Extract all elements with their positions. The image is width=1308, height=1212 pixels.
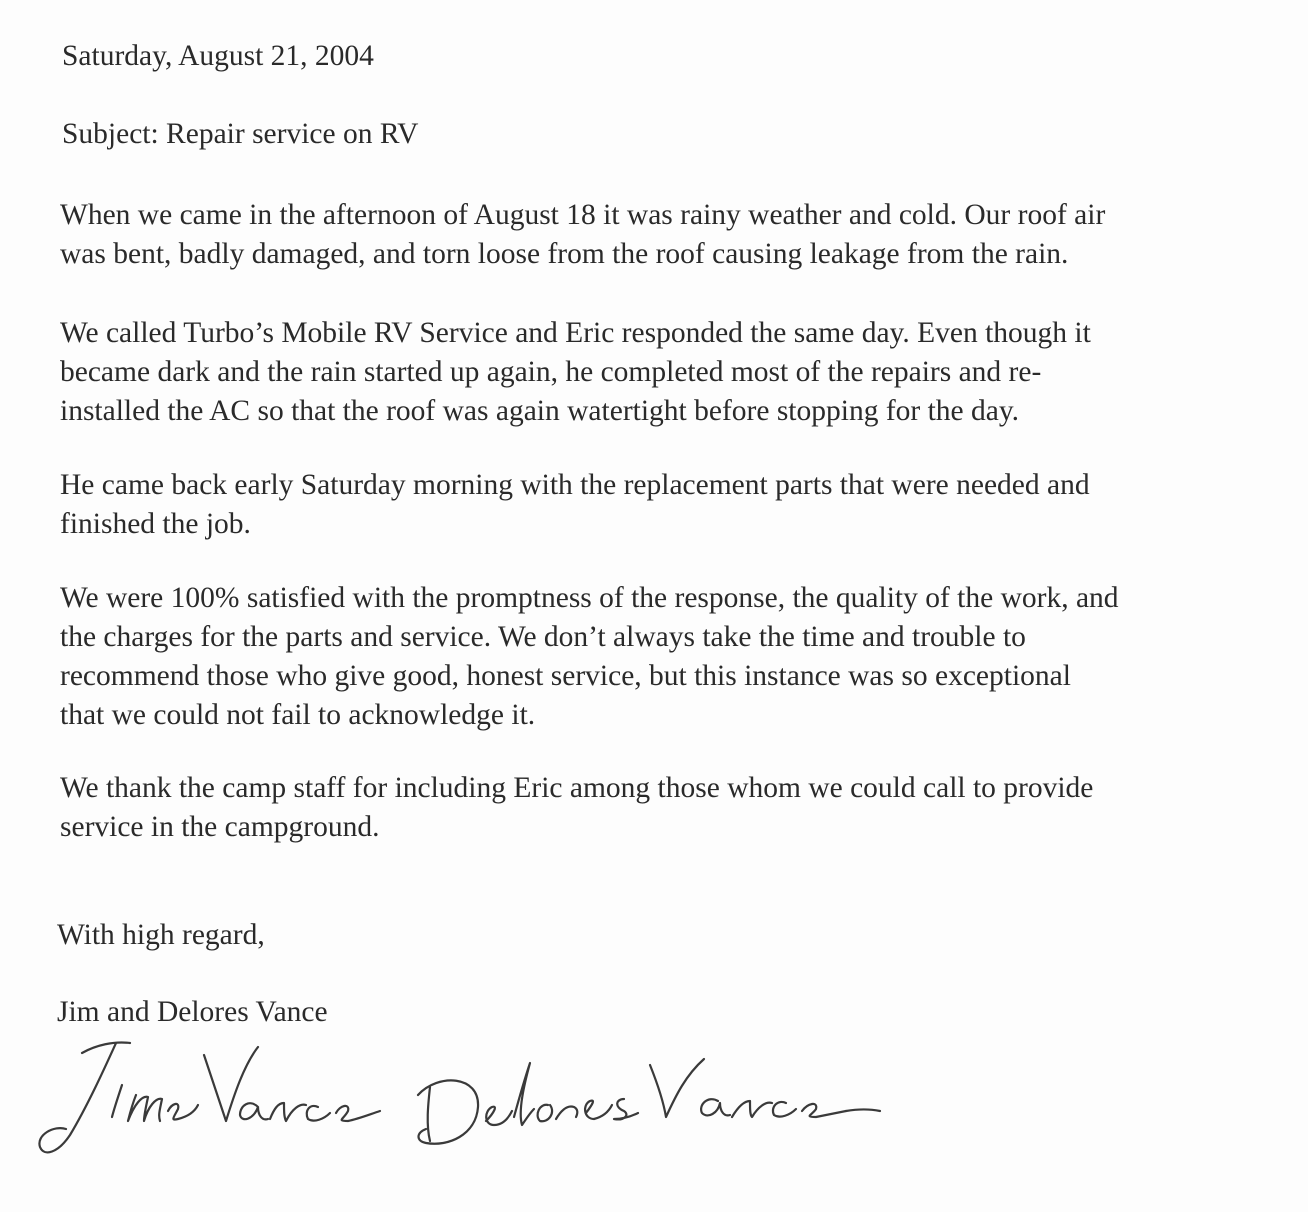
paragraph-line: that we could not fail to acknowledge it. xyxy=(60,699,536,731)
paragraph-4 xyxy=(60,579,1270,735)
paragraph-line: installed the AC so that the roof was again watertight before stopping for the day. xyxy=(60,395,1020,427)
paragraph-line: He came back early Saturday morning with the replacement parts that were needed and xyxy=(60,469,1090,501)
paragraph-1 xyxy=(60,196,1270,274)
paragraph-line: recommend those who give good, honest service, but this instance was so exceptional xyxy=(60,660,1071,692)
letter-subject: Subject: Repair service on RV xyxy=(62,118,419,150)
paragraph-line: became dark and the rain started up again, he completed most of the repairs and re- xyxy=(60,356,1042,388)
paragraph-line: We called Turbo’s Mobile RV Service and Eric responded the same day. Even though it xyxy=(60,317,1091,349)
paragraph-5 xyxy=(60,769,1270,847)
signature-drawing xyxy=(18,1025,898,1175)
paragraph-line: was bent, badly damaged, and torn loose from the roof causing leakage from the rain. xyxy=(60,238,1069,270)
letter-closing: With high regard, xyxy=(57,919,265,951)
handwritten-signature xyxy=(18,1025,898,1175)
paragraph-line: the charges for the parts and service. We don’t always take the time and trouble to xyxy=(60,621,1026,653)
paragraph-line: We were 100% satisfied with the promptness of the response, the quality of the work, and xyxy=(60,582,1119,614)
paragraph-3 xyxy=(60,466,1270,544)
signer-names: Jim and Delores Vance xyxy=(57,996,328,1028)
paragraph-line: service in the campground. xyxy=(60,811,380,843)
paragraph-line: We thank the camp staff for including Eric among those whom we could call to provide xyxy=(60,772,1094,804)
letter-date: Saturday, August 21, 2004 xyxy=(62,40,374,72)
paragraph-line: When we came in the afternoon of August 18 it was rainy weather and cold. Our roof air xyxy=(60,199,1106,231)
paragraph-2 xyxy=(60,314,1270,431)
paragraph-line: finished the job. xyxy=(60,508,251,540)
